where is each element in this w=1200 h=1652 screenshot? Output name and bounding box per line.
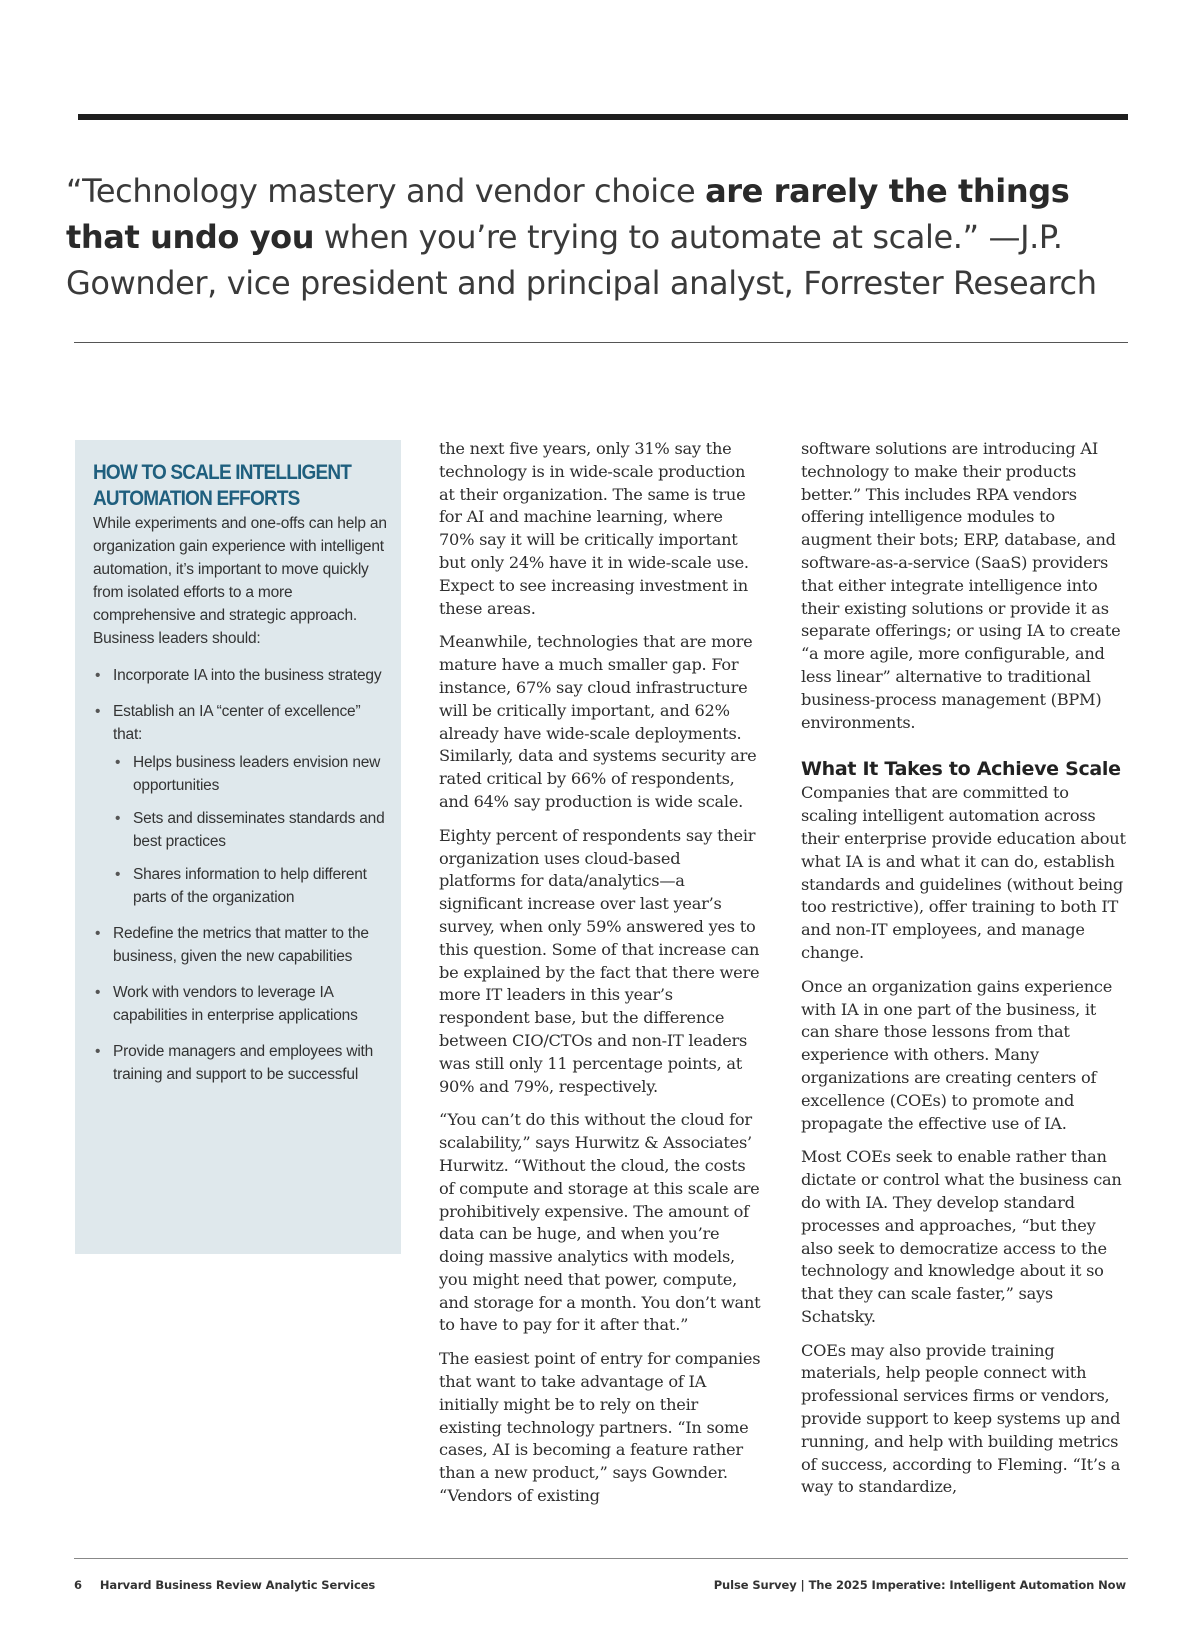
list-item: • Redefine the metrics that matter to the business, given the new capabilities <box>93 922 387 968</box>
pull-quote <box>66 168 1136 306</box>
body-paragraph: Once an organization gains experience with IA in one part of the business, it can share those lessons from that experience with others. Many organizations are creating centers of excellence (COEs) to promote and propagate the effective use of IA. <box>801 976 1113 1133</box>
quote-rest: when you’re trying to automate at scale.” —J.P. Gownder, vice president and principal analyst, Forrester Research <box>66 218 1097 302</box>
sidebar-sublist <box>113 751 387 909</box>
body-paragraph: COEs may also provide training materials, help people connect with professional services firms or vendors, provide support to keep systems up and running, and help with building metrics of success, according to Fleming. “It’s a way to standardize, <box>801 1340 1121 1497</box>
list-item: • Helps business leaders envision new opportunities <box>113 751 387 797</box>
body-paragraph: software solutions are introducing AI technology to make their products better.” This includes RPA vendors offering intelligence modules to augment their bots; ERP, database, and software-as-a-service (SaaS) providers that either integrate intelligence into their existing solutions or provide it as separate offerings; or using IA to create “a more agile, more configurable, and less linear” alternative to traditional business-process management (BPM) environments. <box>801 439 1121 732</box>
list-item: • Establish an IA “center of excellence” that: • Helps business leaders envision new opportunities • Sets and disseminates standards and best practices • Shares information to help different parts of the organization <box>93 700 387 909</box>
sidebar-intro: While experiments and one-offs can help an organization gain experience with intelligent automation, it’s important to move quickly from isolated efforts to a more comprehensive and strategic approach. Business leaders should: <box>93 515 387 647</box>
body-paragraph: The easiest point of entry for companies that want to take advantage of IA initially might be to rely on their existing technology partners. “In some cases, AI is becoming a feature rather than a new product,” says Gownder. “Vendors of existing <box>439 1349 761 1506</box>
sidebar-title: HOW TO SCALE INTELLIGENT AUTOMATION EFFORTS <box>93 461 352 511</box>
body-column-2 <box>439 438 761 1519</box>
body-paragraph: Most COEs seek to enable rather than dictate or control what the business can do with IA. They develop standard processes and approaches, “but they also seek to democratize access to the technology and knowledge about it so that they can scale faster,” says Schatsky. <box>801 1147 1122 1326</box>
sidebar-list <box>93 664 387 1086</box>
sidebar-box <box>75 440 401 1254</box>
list-item: • Sets and disseminates standards and best practices <box>113 807 387 853</box>
quote-rule <box>74 342 1128 343</box>
page-number: 6 <box>74 1578 82 1592</box>
quote-emphasis: are rarely the things that undo you <box>66 172 1070 256</box>
body-paragraph: “You can’t do this without the cloud for scalability,” says Hurwitz & Associates’ Hurwitz. “Without the cloud, the costs of compute and storage at this scale are prohibitively expensive. The amount of data can be huge, and when you’re doing massive analytics with models, you might need that power, compute, and storage for a month. You don’t want to have to pay for it after that.” <box>439 1110 761 1335</box>
footer-left <box>74 1578 375 1592</box>
section-heading: What It Takes to Achieve Scale <box>801 758 1121 781</box>
body-paragraph: Eighty percent of respondents say their organization uses cloud-based platforms for data/analytics—a significant increase over last year’s survey, when only 59% answered yes to this question. Some of that increase can be explained by the fact that there were more IT leaders in this year’s respondent base, but the difference between CIO/CTOs and non-IT leaders was still only 11 percentage points, at 90% and 79%, respectively. <box>439 825 760 1096</box>
list-item: • Shares information to help different parts of the organization <box>113 863 387 909</box>
quote-open: “Technology mastery and vendor choice <box>66 172 706 210</box>
body-paragraph: the next five years, only 31% say the technology is in wide-scale production at their organization. The same is true for AI and machine learning, where 70% say it will be critically important but only 24% have it in wide-scale use. Expect to see increasing investment in these areas. <box>439 439 749 618</box>
body-column-3 <box>801 438 1127 1510</box>
list-item: • Provide managers and employees with training and support to be successful <box>93 1040 387 1086</box>
footer-publisher: Harvard Business Review Analytic Services <box>99 1578 376 1592</box>
footer-right: Pulse Survey | The 2025 Imperative: Intelligent Automation Now <box>713 1578 1126 1592</box>
list-item: • Work with vendors to leverage IA capabilities in enterprise applications <box>93 981 387 1027</box>
body-paragraph: Companies that are committed to scaling intelligent automation across their enterprise provide education about what IA is and what it can do, establish standards and guidelines (without being too restrictive), offer training to both IT and non-IT employees, and manage change. <box>801 783 1126 962</box>
list-item: • Incorporate IA into the business strategy <box>93 664 387 687</box>
top-rule <box>78 114 1128 120</box>
footer-rule <box>74 1558 1128 1559</box>
body-paragraph: Meanwhile, technologies that are more mature have a much smaller gap. For instance, 67% say cloud infrastructure will be critically important, and 62% already have wide-scale deployments. Similarly, data and systems security are rated critical by 66% of respondents, and 64% say production is wide scale. <box>439 632 757 811</box>
